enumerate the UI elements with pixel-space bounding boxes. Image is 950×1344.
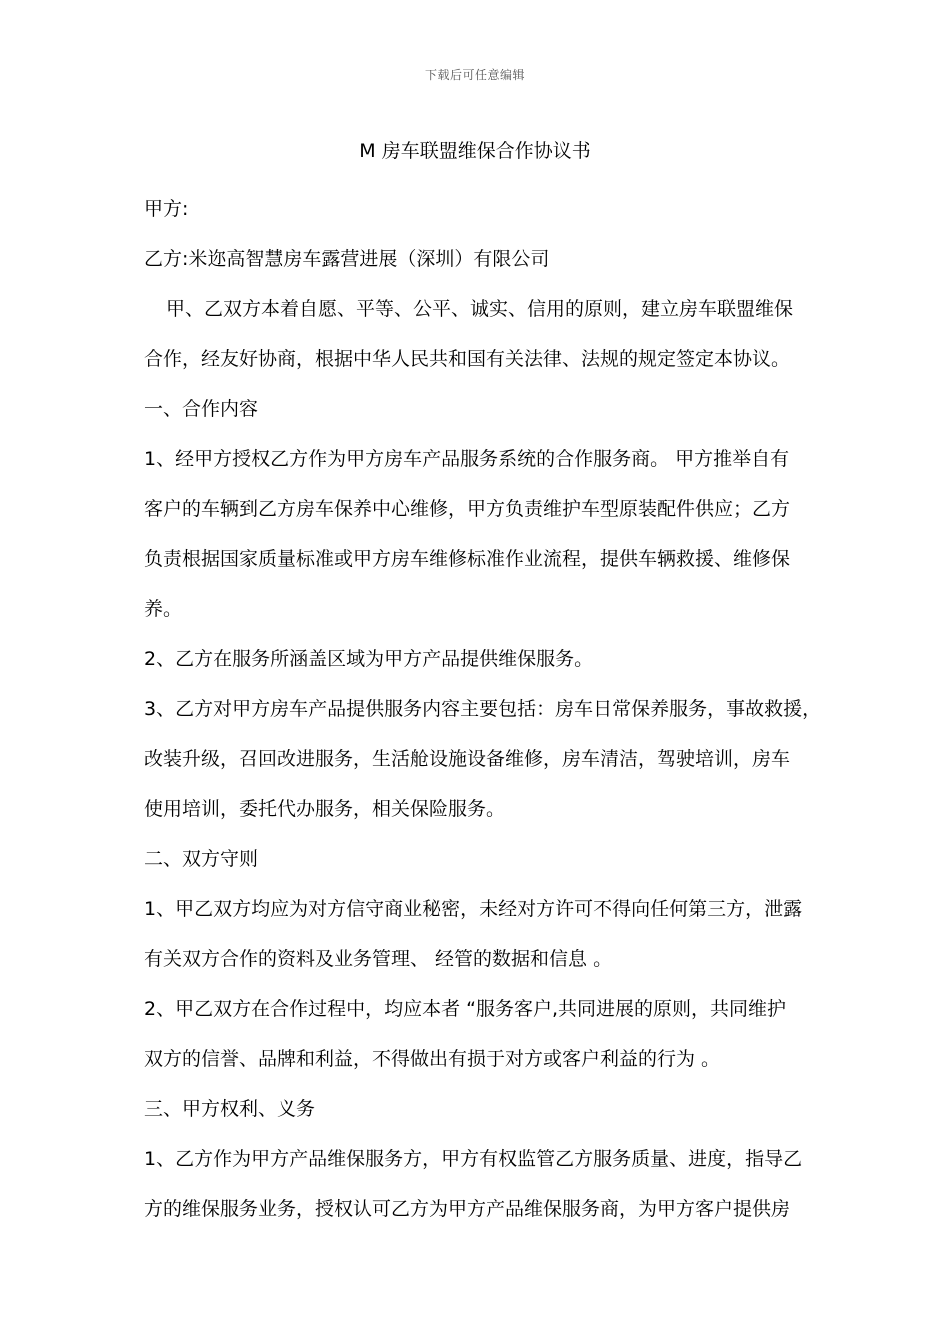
- clause-line: 3、乙方对甲方房车产品提供服务内容主要包括：房车日常保养服务，事故救援，: [144, 698, 822, 720]
- party-a-line: 甲方:: [144, 198, 189, 220]
- section-heading: 三、甲方权利、义务: [144, 1098, 316, 1120]
- clause-line: 使用培训，委托代办服务，相关保险服务。: [144, 798, 506, 820]
- document-title: M 房车联盟维保合作协议书: [359, 140, 591, 162]
- clause-line: 双方的信誉、品牌和利益，不得做出有损于对方或客户利益的行为 。: [144, 1048, 721, 1070]
- clause-line: 方的维保服务业务，授权认可乙方为甲方产品维保服务商，为甲方客户提供房: [144, 1198, 791, 1220]
- clause-line: 2、甲乙双方在合作过程中，均应本者 “服务客户,共同进展的原则，共同维护: [144, 998, 787, 1020]
- clause-line: 1、经甲方授权乙方作为甲方房车产品服务系统的合作服务商。 甲方推举自有: [144, 448, 790, 470]
- clause-line: 有关双方合作的资料及业务管理、 经管的数据和信息 。: [144, 948, 613, 970]
- section-heading: 一、合作内容: [144, 398, 259, 420]
- party-b-line: 乙方:米迩高智慧房车露营进展（深圳）有限公司: [144, 248, 550, 270]
- clause-line: 2、乙方在服务所涵盖区域为甲方产品提供维保服务。: [144, 648, 594, 670]
- section-heading: 二、双方守则: [144, 848, 259, 870]
- clause-line: 负责根据国家质量标准或甲方房车维修标准作业流程，提供车辆救援、维修保: [144, 548, 791, 570]
- document-body: [144, 184, 822, 1234]
- clause-line: 客户的车辆到乙方房车保养中心维修，甲方负责维护车型原装配件供应；乙方: [144, 498, 791, 520]
- clause-line: 改装升级，召回改进服务，生活舱设施设备维修，房车清洁，驾驶培训，房车: [144, 748, 791, 770]
- clause-line: 1、甲乙双方均应为对方信守商业秘密，未经对方许可不得向任何第三方，泄露: [144, 898, 803, 920]
- preamble-line: 甲、乙双方本着自愿、平等、公平、诚实、信用的原则，建立房车联盟维保: [166, 298, 794, 320]
- clause-line: 养。: [144, 598, 183, 620]
- download-note: 下载后可任意编辑: [424, 68, 525, 82]
- clause-line: 1、乙方作为甲方产品维保服务方，甲方有权监管乙方服务质量、进度，指导乙: [144, 1148, 803, 1170]
- preamble-line: 合作，经友好协商，根据中华人民共和国有关法律、法规的规定签定本协议。: [144, 348, 791, 370]
